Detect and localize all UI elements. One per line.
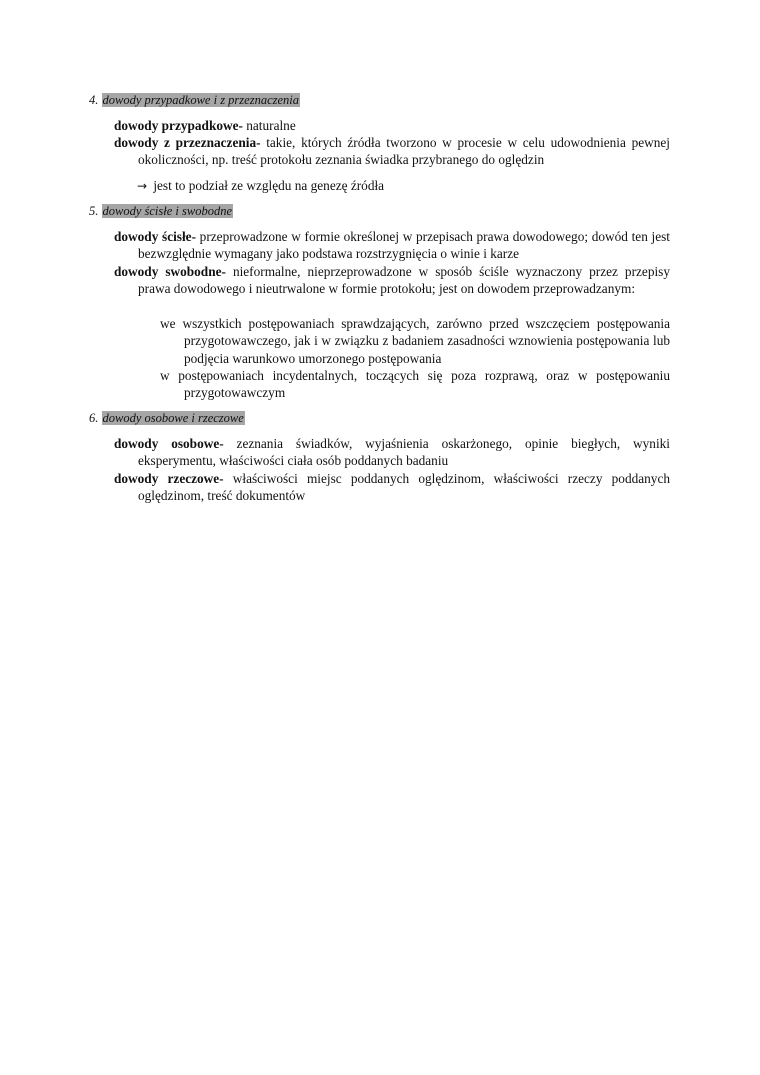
section-heading-6 xyxy=(89,410,245,427)
definition-text: nieformalne, nieprzeprowadzone w sposób ściśle wyznaczony przez przepisy prawa dowodowego i nieutrwalone w formie protokołu; jest on dowodem przeprowadzanym: xyxy=(138,264,670,297)
arrow-right-icon: → xyxy=(137,179,148,193)
definition-term: dowody osobowe- xyxy=(114,436,224,451)
definition-entry xyxy=(114,435,670,470)
definition-text: zeznania świadków, wyjaśnienia oskarżonego, opinie biegłych, wyniki eksperymentu, właściwości ciała osób poddanych badaniu xyxy=(138,436,670,469)
definition-term: dowody ścisłe- xyxy=(114,229,196,244)
definition-entry xyxy=(114,228,670,263)
definition-text: przeprowadzone w formie określonej w przepisach prawa dowodowego; dowód ten jest bezwzględnie wymagany jako podstawa rozstrzygnięcia o winie i karze xyxy=(138,229,670,262)
definition-text: właściwości miejsc poddanych oględzinom, właściwości rzeczy poddanych oględzinom, treść dokumentów xyxy=(138,471,670,504)
definition-entry xyxy=(114,470,670,505)
section-title: dowody ścisłe i swobodne xyxy=(102,204,233,218)
sub-item xyxy=(160,315,670,367)
section-number: 5. xyxy=(89,204,99,218)
definition-term: dowody rzeczowe- xyxy=(114,471,224,486)
definition-entry xyxy=(114,263,670,298)
definition-entry xyxy=(114,134,670,169)
section-number: 6. xyxy=(89,411,99,425)
section-title: dowody osobowe i rzeczowe xyxy=(102,411,244,425)
definition-text: naturalne xyxy=(242,118,296,133)
definition-text: takie, których źródła tworzono w procesie w celu udowodnienia pewnej okoliczności, np. treść protokołu zeznania świadka przybranego do oględzin xyxy=(138,135,670,168)
definition-entry xyxy=(114,117,670,134)
section-number: 4. xyxy=(89,93,99,107)
sub-item-text: we wszystkich postępowaniach sprawdzających, zarówno przed wszczęciem postępowania przygotowawczego, jak i w związku z badaniem zasadności wznowienia postępowania lub podjęcia warunkowo umorzonego postępowania xyxy=(160,316,670,366)
section-heading-4 xyxy=(89,92,300,109)
definition-term: dowody z przeznaczenia- xyxy=(114,135,261,150)
section-title: dowody przypadkowe i z przeznaczenia xyxy=(102,93,300,107)
sub-item xyxy=(160,367,670,402)
section-heading-5 xyxy=(89,203,233,220)
note-text: jest to podział ze względu na genezę źródła xyxy=(153,178,385,193)
note-line xyxy=(137,177,384,195)
definition-term: dowody swobodne- xyxy=(114,264,226,279)
sub-item-text: w postępowaniach incydentalnych, toczących się poza rozprawą, oraz w postępowaniu przygotowawczym xyxy=(160,368,670,401)
definition-term: dowody przypadkowe- xyxy=(114,118,243,133)
